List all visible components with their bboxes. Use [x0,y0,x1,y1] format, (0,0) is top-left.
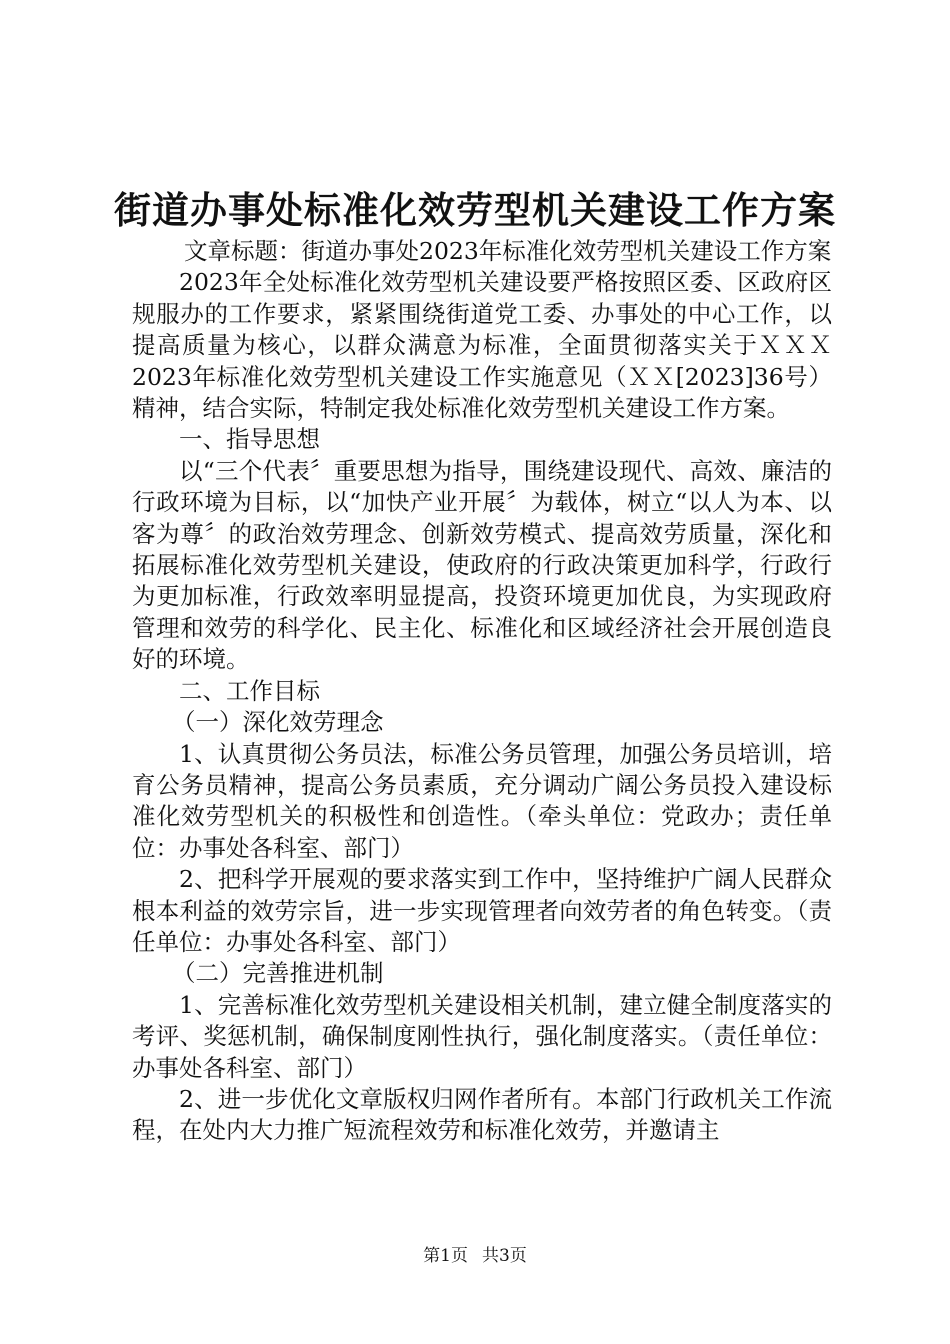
goal-item-paragraph: 2、把科学开展观的要求落实到工作中，坚持维护广阔人民群众根本利益的效劳宗旨，进一步实现管理者向效劳者的角色转变。（责任单位：办事处各科室、部门） [132,865,832,956]
page-footer [0,1245,950,1267]
document-body [132,236,832,1147]
page-total: 共3页 [482,1246,527,1266]
document-title: 街道办事处标准化效劳型机关建设工作方案 [114,188,836,232]
section-heading-work-goals: 二、工作目标 [179,676,320,705]
guiding-thought-paragraph: 以“三个代表〞重要思想为指导，围绕建设现代、高效、廉洁的行政环境为目标，以“加快产业开展〞为载体，树立“以人为本、以客为尊〞的政治效劳理念、创新效劳模式、提高效劳质量，深化和拓展标准化效劳型机关建设，使政府的行政决策更加科学，行政行为更加标准，行政效率明显提高，投资环境更加优良，为实现政府管理和效劳的科学化、民主化、标准化和区域经济社会开展创造良好的环境。 [132,456,832,674]
goal-item-paragraph: 1、完善标准化效劳型机关建设相关机制，建立健全制度落实的考评、奖惩机制，确保制度刚性执行，强化制度落实。（责任单位：办事处各科室、部门） [132,990,832,1082]
intro-paragraph: 2023年全处标准化效劳型机关建设要严格按照区委、区政府区规服办的工作要求，紧紧围绕街道党工委、办事处的中心工作，以提高质量为核心，以群众满意为标准，全面贯彻落实关于ＸＸＸ2023年标准化效劳型机关建设工作实施意见（ＸＸ[2023]36号）精神，结合实际，特制定我处标准化效劳型机关建设工作方案。 [132,268,832,423]
page-number: 第1页 [423,1246,468,1266]
section-heading-guiding-thought: 一、指导思想 [179,425,320,454]
article-title-line: 文章标题：街道办事处2023年标准化效劳型机关建设工作方案 [184,237,832,265]
subsection-heading-service-concept: （一）深化效劳理念 [172,708,384,737]
subsection-heading-mechanism: （二）完善推进机制 [172,959,384,988]
goal-item-paragraph: 1、认真贯彻公务员法，标准公务员管理，加强公务员培训，培育公务员精神，提高公务员素质，充分调动广阔公务员投入建设标准化效劳型机关的积极性和创造性。（牵头单位：党政办；责任单位：办事处各科室、部门） [132,739,832,862]
goal-item-paragraph: 2、进一步优化文章版权归网作者所有。本部门行政机关工作流程，在处内大力推广短流程效劳和标准化效劳，并邀请主 [132,1084,832,1145]
